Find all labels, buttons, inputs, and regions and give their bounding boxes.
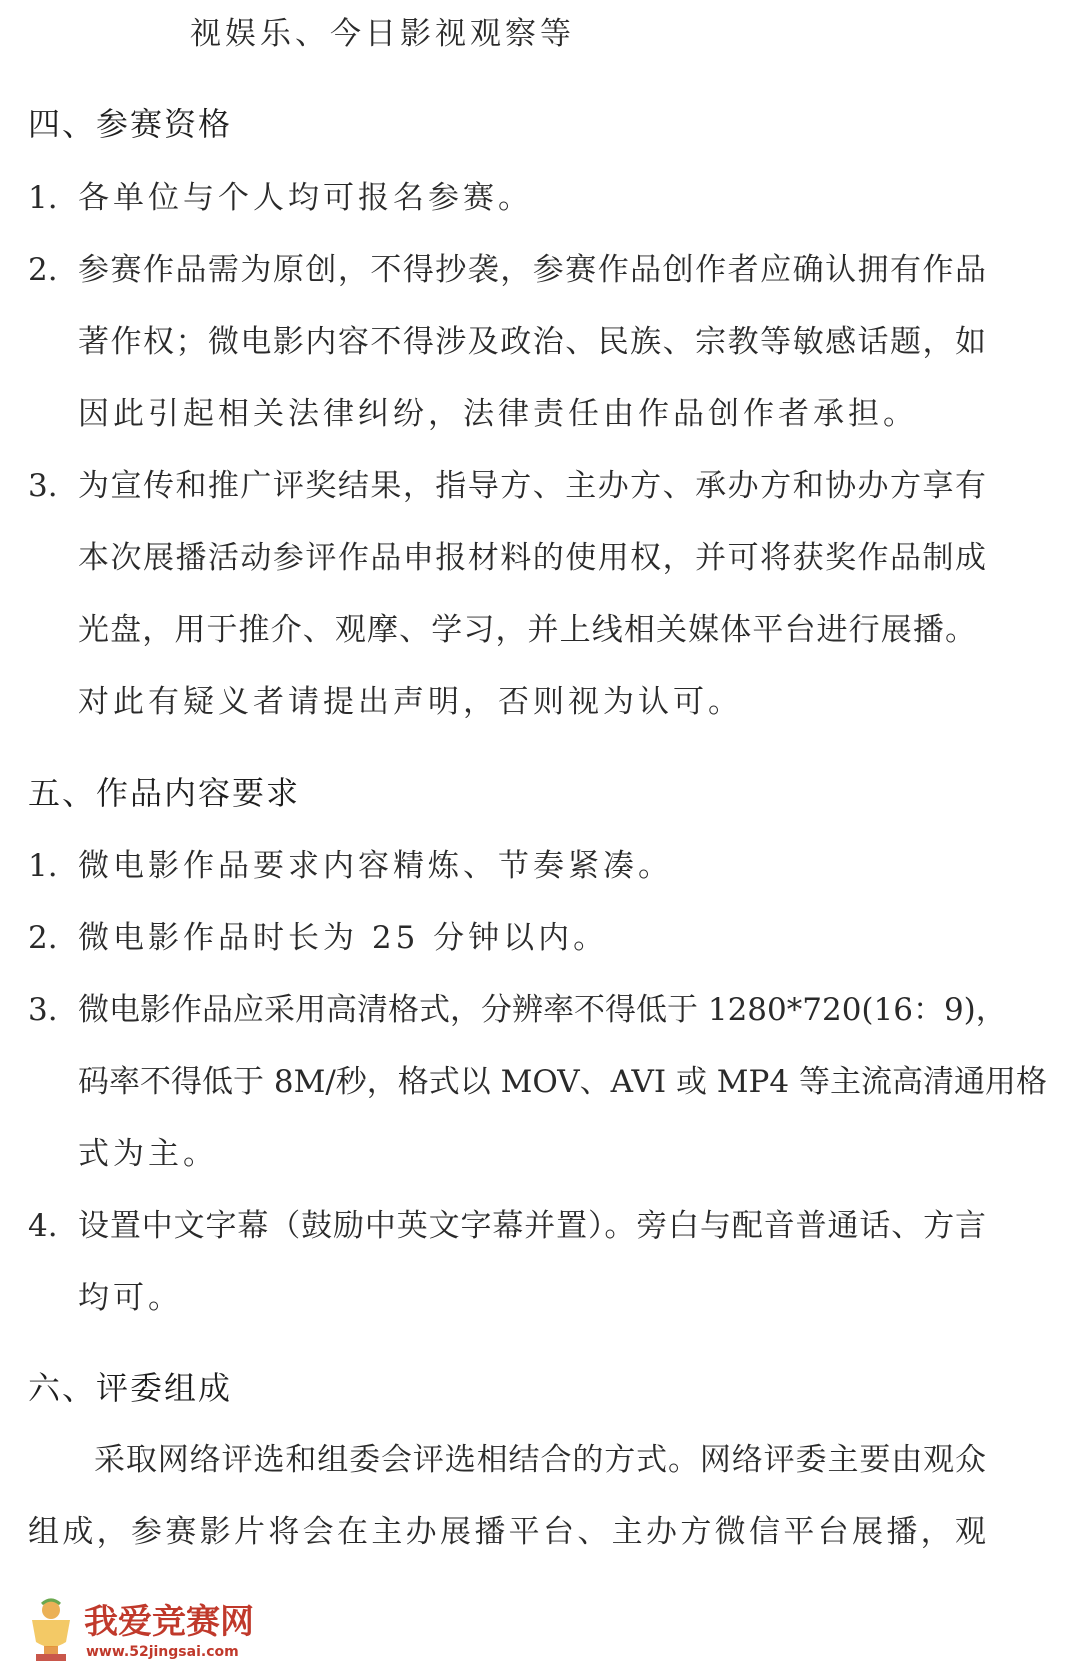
item-line: 式为主。 bbox=[78, 1136, 218, 1172]
item-number: 4. bbox=[28, 1208, 58, 1244]
item-number: 3. bbox=[28, 468, 58, 504]
item-line: 微电影作品时长为 25 分钟以内。 bbox=[78, 920, 609, 956]
item-line: 微电影作品应采用高清格式，分辨率不得低于 1280*720(16：9)， bbox=[78, 992, 1007, 1028]
item-number: 1. bbox=[28, 180, 58, 216]
item-number: 3. bbox=[28, 992, 58, 1028]
item-line: 各单位与个人均可报名参赛。 bbox=[78, 180, 533, 216]
item-line: 微电影作品要求内容精炼、节奏紧凑。 bbox=[78, 848, 673, 884]
item-line: 均可。 bbox=[78, 1280, 183, 1316]
item-line: 本次展播活动参评作品申报材料的使用权，并可将获奖作品制成 bbox=[78, 540, 986, 576]
section-heading-6: 六、评委组成 bbox=[28, 1369, 233, 1407]
section-heading-4: 四、参赛资格 bbox=[28, 105, 233, 143]
section-heading-5: 五、作品内容要求 bbox=[28, 774, 301, 812]
watermark-title: 我爱竞赛网 bbox=[84, 1602, 254, 1642]
item-line: 光盘，用于推介、观摩、学习，并上线相关媒体平台进行展播。 bbox=[78, 612, 976, 648]
item-number: 2. bbox=[28, 252, 58, 288]
site-watermark bbox=[22, 1598, 262, 1668]
item-line: 码率不得低于 8M/秒，格式以 MOV、AVI 或 MP4 等主流高清通用格 bbox=[78, 1064, 1047, 1100]
item-number: 1. bbox=[28, 848, 58, 884]
watermark-url: www.52jingsai.com bbox=[86, 1644, 239, 1660]
continuation-line: 视娱乐、今日影视观察等 bbox=[190, 16, 575, 52]
item-number: 2. bbox=[28, 920, 58, 956]
item-line: 对此有疑义者请提出声明，否则视为认可。 bbox=[78, 684, 743, 720]
item-line: 参赛作品需为原创，不得抄袭，参赛作品创作者应确认拥有作品 bbox=[78, 252, 986, 288]
item-line: 设置中文字幕（鼓励中英文字幕并置）。旁白与配音普通话、方言 bbox=[78, 1208, 986, 1244]
trophy-logo-icon bbox=[22, 1598, 80, 1664]
item-line: 因此引起相关法律纠纷，法律责任由作品创作者承担。 bbox=[78, 396, 918, 432]
item-line: 为宣传和推广评奖结果，指导方、主办方、承办方和协办方享有 bbox=[78, 468, 986, 504]
paragraph-line: 采取网络评选和组委会评选相结合的方式。网络评委主要由观众 bbox=[94, 1442, 986, 1478]
paragraph-line: 组成，参赛影片将会在主办展播平台、主办方微信平台展播，观 bbox=[28, 1514, 986, 1550]
item-line: 著作权；微电影内容不得涉及政治、民族、宗教等敏感话题，如 bbox=[78, 324, 986, 360]
